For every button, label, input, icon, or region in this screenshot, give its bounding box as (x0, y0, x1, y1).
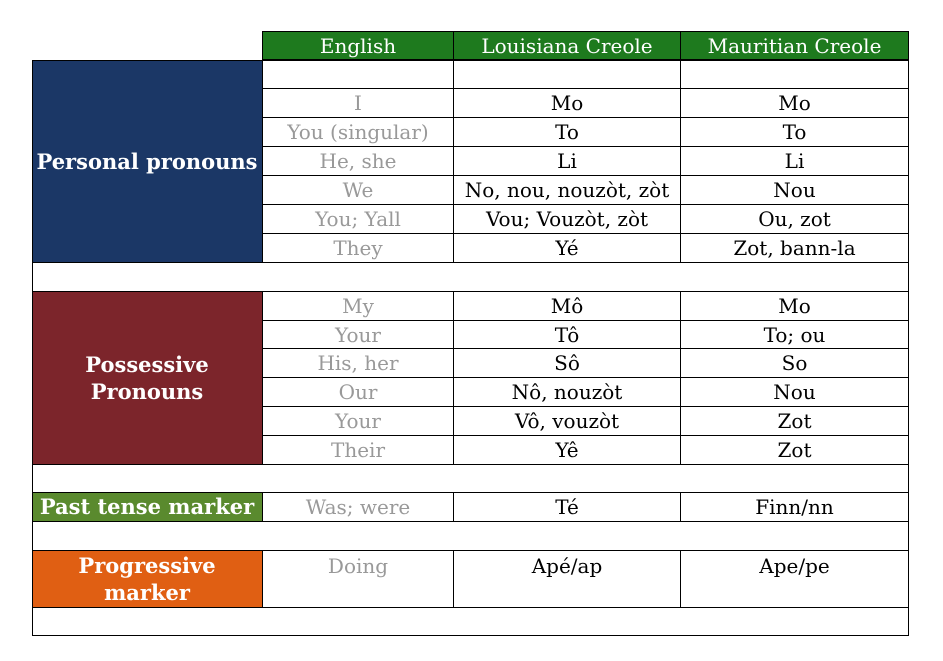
possessive-mauritian-cell: Zot (777, 409, 812, 433)
personal-english-cell: He, she (319, 149, 397, 173)
personal-mauritian-cell: Mo (778, 91, 811, 115)
personal-mauritian-cell: Zot, bann-la (733, 236, 856, 260)
table-border-top (32, 60, 909, 61)
category-possessive-line2: Pronouns (90, 378, 204, 404)
possessive-mauritian-cell: Zot (777, 438, 812, 462)
row-divider (32, 262, 909, 263)
category-progressive-line2: marker (104, 579, 190, 605)
possessive-english-cell: His, her (317, 351, 399, 375)
personal-mauritian-cell: To (782, 120, 807, 144)
pronoun-table (32, 60, 909, 636)
possessive-mauritian-cell: To; ou (763, 322, 826, 347)
category-progressive-line1: Progressive (78, 552, 216, 578)
personal-english-cell: You (singular) (287, 120, 429, 144)
table-border-bottom (32, 635, 909, 636)
row-divider (32, 521, 909, 522)
possessive-louisiana-cell: Tô (554, 322, 580, 347)
personal-english-cell: I (354, 91, 362, 115)
possessive-mauritian-cell: Mo (778, 294, 811, 318)
table-border-left (32, 60, 33, 636)
personal-english-cell: They (333, 236, 383, 260)
possessive-english-cell: Our (338, 380, 378, 404)
personal-louisiana-cell: Mo (550, 91, 584, 115)
progressive-louisiana-cell: Apé/ap (531, 554, 603, 578)
possessive-english-cell: Their (330, 438, 385, 462)
possessive-louisiana-cell: Mô (550, 294, 584, 318)
column-header-mauritian-creole: Mauritian Creole (680, 31, 909, 60)
past-english-cell: Was; were (305, 495, 411, 519)
row-divider (32, 607, 909, 608)
possessive-english-cell: Your (335, 322, 381, 347)
personal-louisiana-cell: To (555, 120, 579, 144)
possessive-louisiana-cell: Sô (554, 351, 580, 375)
category-possessive-pronouns (32, 291, 262, 464)
row-divider (32, 464, 909, 465)
possessive-mauritian-cell: So (781, 351, 808, 375)
personal-louisiana-cell: Vou; Vouzòt, zòt (485, 207, 649, 231)
possessive-louisiana-cell: Nô, nouzòt (511, 380, 623, 404)
category-progressive-marker (32, 550, 262, 607)
progressive-mauritian-cell: Ape/pe (759, 554, 830, 578)
possessive-mauritian-cell: Nou (773, 380, 816, 404)
personal-louisiana-cell: Yé (555, 236, 579, 260)
personal-mauritian-cell: Ou, zot (758, 207, 831, 231)
personal-english-cell: We (342, 178, 374, 202)
column-header-louisiana-creole: Louisiana Creole (453, 31, 681, 60)
possessive-louisiana-cell: Yê (555, 438, 579, 462)
table-border-right (908, 60, 909, 636)
possessive-english-cell: Your (335, 409, 381, 433)
category-past-tense-marker: Past tense marker (32, 492, 262, 521)
category-possessive-line1: Possessive (85, 351, 209, 377)
possessive-english-cell: My (342, 294, 374, 318)
past-mauritian-cell: Finn/nn (755, 495, 834, 519)
personal-louisiana-cell: No, nou, nouzòt, zòt (464, 178, 670, 202)
personal-mauritian-cell: Li (784, 149, 805, 173)
progressive-english-cell: Doing (327, 554, 389, 578)
personal-mauritian-cell: Nou (773, 178, 816, 202)
past-louisiana-cell: Té (555, 495, 579, 519)
possessive-louisiana-cell: Vô, vouzòt (514, 409, 620, 433)
personal-louisiana-cell: Li (557, 149, 577, 173)
category-personal-pronouns: Personal pronouns (32, 60, 262, 262)
column-header-english: English (262, 31, 454, 60)
personal-english-cell: You; Yall (315, 207, 401, 231)
